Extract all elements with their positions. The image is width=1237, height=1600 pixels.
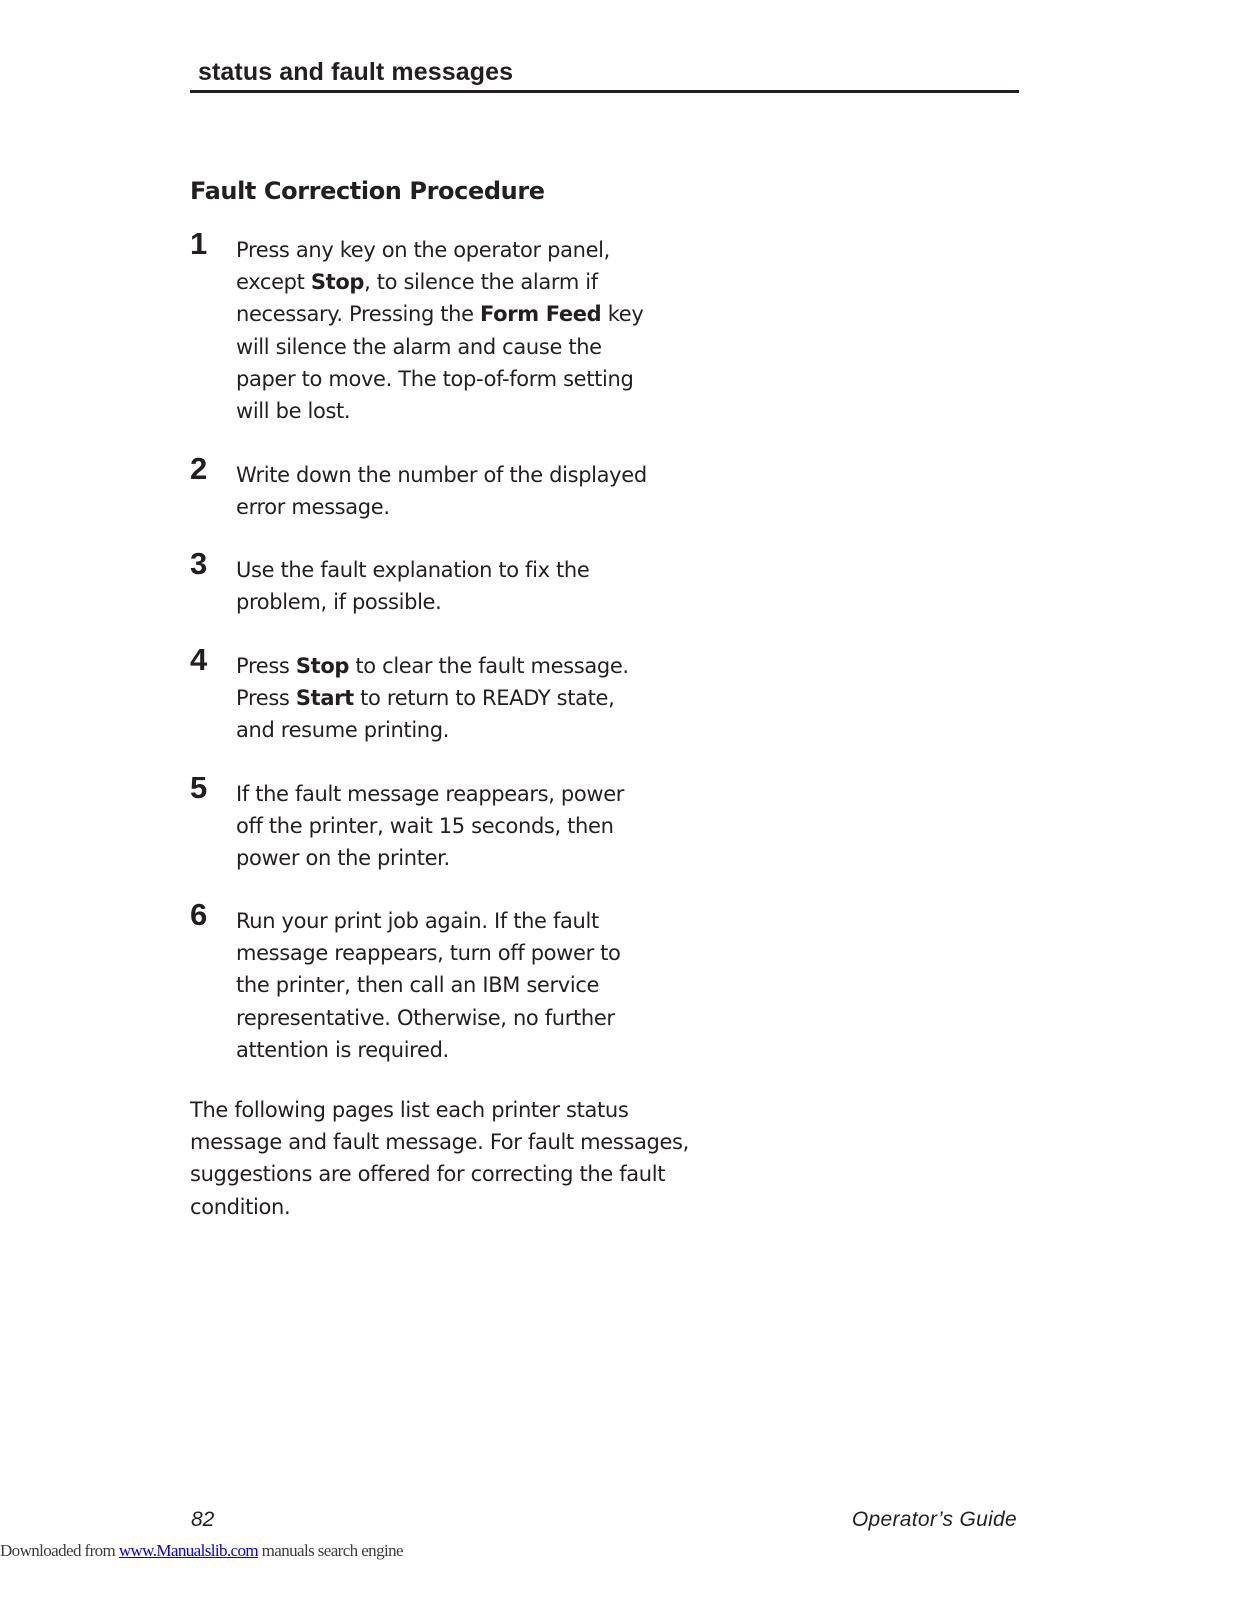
- key-name: Stop: [310, 270, 365, 295]
- step-text: Press: [236, 654, 296, 678]
- step-text-line: [236, 846, 450, 870]
- footer-book-title: Operator’s Guide: [851, 1508, 1017, 1531]
- step-number: 6: [190, 897, 208, 932]
- section-title: Fault Correction Procedure: [190, 177, 545, 205]
- step-number: 1: [190, 226, 208, 261]
- step-text: key: [601, 302, 644, 327]
- key-name: Form Feed: [480, 302, 602, 327]
- download-source-bar: [0, 1541, 403, 1561]
- step-text-line: [236, 941, 621, 965]
- step-text: except: [236, 270, 311, 295]
- step-number: 2: [190, 451, 208, 486]
- step-text-line: [236, 367, 633, 391]
- step-text: attention is required.: [236, 1037, 449, 1062]
- step-text-line: [236, 814, 614, 838]
- paragraph-line: The following pages list each printer status: [190, 1098, 629, 1122]
- step-text: Press: [236, 686, 296, 711]
- step-text-line: [236, 270, 598, 294]
- header-rule: [190, 90, 1019, 93]
- key-name: Stop: [295, 654, 350, 678]
- step-text: Run your print job again. If the fault: [236, 909, 599, 933]
- step-number: 4: [190, 642, 208, 677]
- step-text: Press any key on the operator panel,: [236, 238, 610, 262]
- step-text-line: [236, 335, 602, 359]
- step-text-line: [236, 686, 614, 710]
- step-text-line: [236, 1038, 449, 1062]
- step-text-line: [236, 654, 629, 678]
- step-text: off the printer, wait 15 seconds, then: [236, 814, 614, 839]
- step-text-line: [236, 495, 390, 519]
- step-text-line: [236, 1006, 615, 1030]
- step-text: Use the fault explanation to fix the: [236, 558, 590, 582]
- step-text: and resume printing.: [236, 718, 450, 743]
- step-text: the printer, then call an IBM service: [236, 973, 600, 998]
- step-text-line: [236, 718, 449, 742]
- step-text: If the fault message reappears, power: [236, 782, 625, 806]
- step-text-line: [236, 590, 441, 614]
- step-text: representative. Otherwise, no further: [236, 1005, 615, 1030]
- paragraph-line: condition.: [190, 1194, 291, 1219]
- key-name: Start: [295, 686, 354, 711]
- step-text-line: [236, 782, 624, 806]
- step-text: necessary. Pressing the: [236, 302, 481, 327]
- step-text: will be lost.: [236, 399, 351, 423]
- step-text: , to silence the alarm if: [364, 270, 598, 295]
- step-text: will silence the alarm and cause the: [236, 334, 602, 359]
- download-suffix: manuals search engine: [258, 1541, 403, 1560]
- step-number: 3: [190, 546, 208, 581]
- paragraph-line: message and fault message. For fault messages,: [190, 1130, 689, 1155]
- step-text-line: [236, 238, 610, 262]
- step-text: to return to READY state,: [353, 686, 615, 711]
- step-text: power on the printer.: [236, 846, 450, 871]
- step-text: problem, if possible.: [236, 590, 442, 615]
- paragraph-line: suggestions are offered for correcting the fault: [190, 1162, 666, 1187]
- manualslib-link[interactable]: www.Manualslib.com: [118, 1541, 259, 1560]
- step-text-line: [236, 909, 599, 933]
- step-text: to clear the fault message.: [349, 654, 629, 678]
- step-text: message reappears, turn off power to: [236, 941, 621, 966]
- step-text-line: [236, 302, 643, 326]
- step-text-line: [236, 973, 599, 997]
- step-text: paper to move. The top-of-form setting: [236, 366, 634, 391]
- step-number: 5: [190, 770, 208, 805]
- step-text: Write down the number of the displayed: [236, 463, 647, 487]
- step-text: error message.: [236, 495, 390, 520]
- step-text-line: [236, 558, 589, 582]
- step-text-line: [236, 463, 647, 487]
- page-number: 82: [191, 1508, 215, 1531]
- step-text-line: [236, 399, 350, 423]
- download-prefix: Downloaded from: [0, 1541, 119, 1560]
- running-header-title: status and fault messages: [198, 58, 514, 86]
